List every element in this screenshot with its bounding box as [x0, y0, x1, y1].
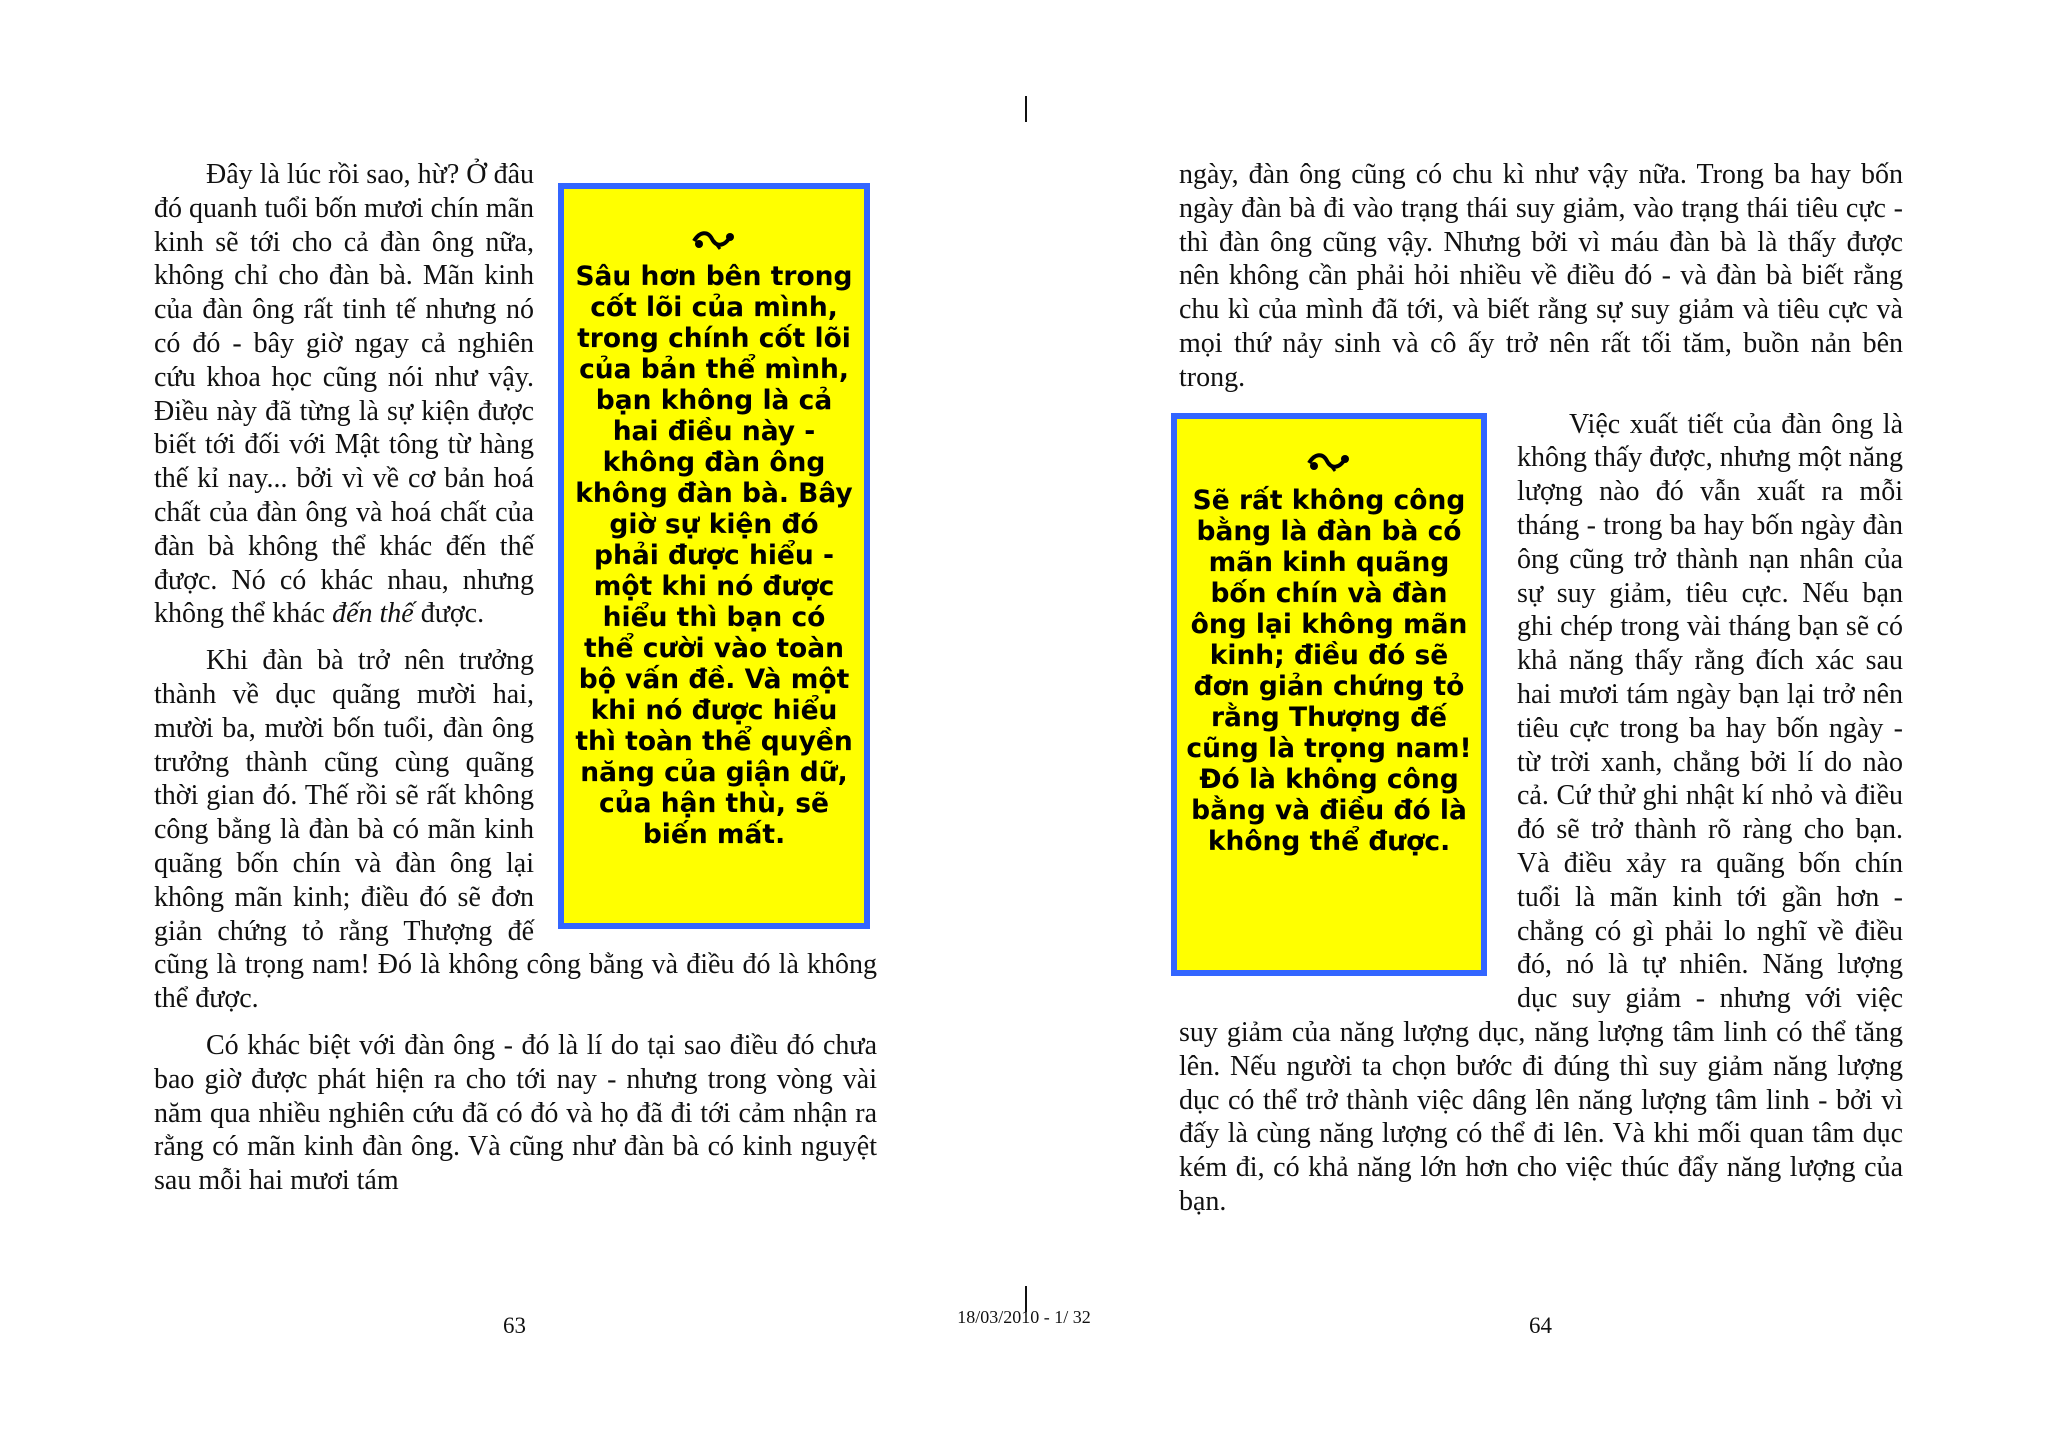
footer-date: 18/03/2010 - 1/ 32 [957, 1307, 1091, 1327]
pullquote-left-text: Sâu hơn bên trong cốt lõi của mình, trong chính cốt lõi của bản thể mình, bạn không là cả hai điều này - không đàn ông không đàn bà. Bây giờ sự kiện đó phải được hiểu - một khi nó được hiểu thì bạn có thể cười vào toàn bộ vấn đề. Và một khi nó được hiểu thì toàn thể quyền năng của giận dữ, của hận thù, sẽ biến mất. [575, 261, 853, 850]
fleuron-ornament-icon [690, 227, 738, 253]
pullquote-box-left [558, 183, 870, 929]
fleuron-ornament-icon [1305, 449, 1353, 475]
italic-emphasis: đến thế [332, 598, 414, 630]
pullquote-box-right [1171, 413, 1487, 976]
right-page [1024, 0, 2048, 1448]
pullquote-right-text: Sẽ rất không công bằng là đàn bà có mãn kinh quãng bốn chín và đàn ông lại không mãn kinh; điều đó sẽ đơn giản chứng tỏ rằng Thượng đế cũng là trọng nam! Đó là không công bằng và điều đó là không thể được. [1186, 485, 1472, 857]
right-paragraph-2: Việc xuất tiết của đàn ông là không thấy được, nhưng một năng lượng nào đó vẫn xuất ra mỗi tháng - trong ba hay bốn ngày đàn ông cũng trở thành nạn nhân của sự suy giảm, tiêu cực. Nếu bạn ghi chép trong vài tháng bạn sẽ có khả năng thấy rằng đích xác sau hai mươi tám ngày bạn lại trở nên tiêu cực trong ba hay bốn ngày - từ trời xanh, chẳng bởi lí do nào cả. Cứ thử ghi nhật kí nhỏ và điều đó sẽ trở thành rõ ràng cho bạn. Và điều xảy ra quãng bốn chín tuổi là mãn kinh tới gần hơn - chẳng có gì phải lo nghĩ về điều đó, nó là tự nhiên. Năng lượng dục suy giảm - nhưng với việc suy giảm của năng lượng dục, năng lượng tâm linh có thể tăng lên. Nếu người ta chọn bước đi đúng thì suy giảm năng lượng dục có thể trở thành việc dâng lên năng lượng tâm linh - bởi vì đấy là cùng năng lượng có thể đi lên. Và khi mối quan tâm dục kém đi, có khả năng lớn hơn cho việc thúc đẩy năng lượng của bạn. [1179, 408, 1903, 1217]
left-paragraph-2: Khi đàn bà trở nên trưởng thành về dục quãng mười hai, mười ba, mười bốn tuổi, đàn ông trưởng thành cũng cùng quãng thời gian đó. Thế rồi sẽ rất không công bằng là đàn bà có mãn kinh quãng bốn chín và đàn ông lại không mãn kinh; điều đó sẽ đơn giản chứng tỏ rằng Thượng đế cũng là trọng nam! Đó là không công bằng và điều đó là không thể được. [154, 645, 877, 1015]
page-number-left: 63 [503, 1313, 526, 1338]
right-paragraph-1: ngày, đàn ông cũng có chu kì như vậy nữa. Trong ba hay bốn ngày đàn bà đi vào trạng thái suy giảm, vào trạng thái tiêu cực - thì đàn ông cũng vậy. Nhưng bởi vì máu đàn bà là thấy được nên không cần phải hỏi nhiều về điều đó - và đàn bà biết rằng chu kì của mình đã tới, và biết rằng sự suy giảm và tiêu cực và mọi thứ nảy sinh và cô ấy trở nên rất tối tăm, buồn nản bên trong. [1179, 159, 1903, 393]
left-paragraph-1: Đây là lúc rồi sao, hừ? Ở đâu đó quanh tuổi bốn mươi chín mãn kinh sẽ tới cho cả đàn ông nữa, không chỉ cho đàn bà. Mãn kinh của đàn ông rất tinh tế nhưng nó có đó - bây giờ ngay cả nghiên cứu khoa học cũng nói như vậy. Điều này đã từng là sự kiện được biết tới đối với Mật tông từ hàng thế kỉ nay... bởi vì về cơ bản hoá chất của đàn ông và hoá chất của đàn bà không thể khác đến thế được. Nó có khác nhau, nhưng không thể khác đến thế được. [154, 159, 534, 630]
left-paragraph-3: Có khác biệt với đàn ông - đó là lí do tại sao điều đó chưa bao giờ được phát hiện ra cho tới nay - nhưng trong vòng vài năm qua nhiều nghiên cứu đã có đó và họ đã đi tới cảm nhận ra rằng có mãn kinh đàn ông. Và cũng như đàn bà có kinh nguyệt sau mỗi hai mươi tám [154, 1029, 877, 1197]
page-number-right: 64 [1529, 1313, 1552, 1338]
